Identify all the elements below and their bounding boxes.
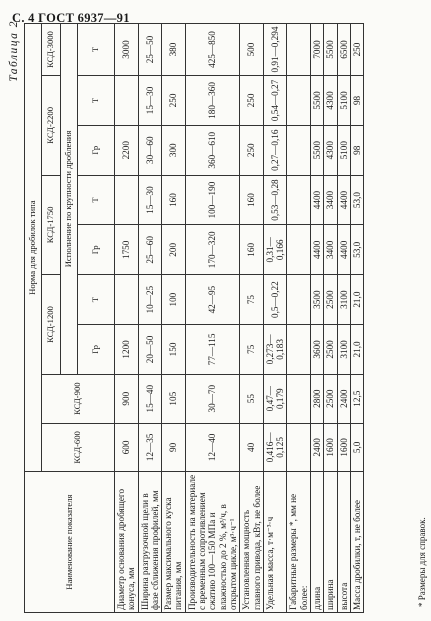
table-cell: 0,416—0,125	[263, 423, 287, 472]
row-name: длина	[311, 472, 324, 613]
table-cell	[287, 175, 311, 225]
table-row	[138, 24, 162, 613]
row-name: высота	[337, 472, 350, 613]
table-cell: 5500	[311, 125, 324, 175]
page-header: С. 4 ГОСТ 6937—91	[12, 11, 130, 25]
table-cell: 53,0	[350, 225, 363, 275]
table-cell: 160	[240, 225, 264, 275]
table-cell: 75	[240, 325, 264, 375]
table-cell: 90	[162, 423, 186, 472]
row-name: Удельная масса, т·м⁻³·ч	[263, 472, 287, 613]
table-cell: 0,273—0,183	[263, 325, 287, 375]
table-cell: 100—190	[185, 175, 239, 225]
model-header: КСД-900	[42, 374, 115, 423]
table-cell: 15—30	[138, 76, 162, 126]
row-name: Производительность на материале с временным сопротивлением сжатию 100—150 МПа и влажностью до 2 %, м³/ч, в открытом цикле, м³·ч⁻¹	[185, 472, 239, 613]
table-cell: 21,0	[350, 325, 363, 375]
table-cell: 3000	[115, 24, 139, 76]
table-cell: 0,54—0,27	[263, 76, 287, 126]
table-cell: 1750	[115, 225, 139, 275]
table-cell	[287, 24, 311, 76]
table-cell: 300	[162, 125, 186, 175]
table-cell: 2400	[311, 423, 324, 472]
table-row	[287, 24, 311, 613]
table-cell: 180—360	[185, 76, 239, 126]
group-header: Норма для дробилок типа	[25, 24, 42, 472]
table-cell: 500	[240, 24, 264, 76]
table-cell: 12—35	[138, 423, 162, 472]
table-cell	[287, 374, 311, 423]
table-cell: 5500	[311, 76, 324, 126]
table-cell: 250	[162, 76, 186, 126]
mode-label: Гр	[78, 125, 115, 175]
table-cell: 55	[240, 374, 264, 423]
table-cell: 900	[115, 374, 139, 423]
table-row	[162, 24, 186, 613]
mode-label: Гр	[78, 225, 115, 275]
row-name: Ширина разгрузочной щели в фазе сближения профилей, мм	[138, 472, 162, 613]
table-cell: 3100	[337, 325, 350, 375]
table-cell: 12—40	[185, 423, 239, 472]
table-row	[337, 24, 350, 613]
table-cell: 1600	[337, 423, 350, 472]
table-row	[324, 24, 337, 613]
table-caption: Таблица 2	[8, 20, 20, 82]
col-name-header: Наименование показателя	[25, 472, 115, 613]
table-cell: 5100	[337, 125, 350, 175]
table-cell: 4300	[324, 125, 337, 175]
table-cell: 3100	[337, 275, 350, 325]
table-cell: 4300	[324, 76, 337, 126]
table-cell: 1600	[324, 423, 337, 472]
table-cell: 42—95	[185, 275, 239, 325]
table-cell: 98	[350, 125, 363, 175]
mode-header: Исполнение по крупности дробления	[61, 24, 78, 375]
table-cell: 2500	[324, 275, 337, 325]
table-cell	[115, 175, 139, 225]
table-cell: 150	[162, 325, 186, 375]
mode-label: Т	[78, 76, 115, 126]
table-cell	[115, 76, 139, 126]
row-name: Установленная мощность главного привода, кВт, не более	[240, 472, 264, 613]
table-cell: 7000	[311, 24, 324, 76]
table-cell: 2500	[324, 325, 337, 375]
table-cell: 0,91—0,294	[263, 24, 287, 76]
specs-table	[24, 23, 364, 613]
model-header: КСД-3000	[42, 24, 61, 76]
model-header: КСД-2200	[42, 76, 61, 176]
table-cell	[287, 225, 311, 275]
table-cell	[287, 423, 311, 472]
model-header: КСД-1200	[42, 275, 61, 375]
table-row	[240, 24, 264, 613]
model-header: КСД-600	[42, 423, 115, 472]
table-cell: 600	[115, 423, 139, 472]
table-cell: 4400	[337, 225, 350, 275]
table-cell: 0,27—0,16	[263, 125, 287, 175]
table-cell: 3400	[324, 175, 337, 225]
table-cell: 3600	[311, 325, 324, 375]
table-cell: 3400	[324, 225, 337, 275]
table-cell: 360—610	[185, 125, 239, 175]
mode-label: Гр	[78, 325, 115, 375]
table-cell: 250	[240, 125, 264, 175]
table-row	[350, 24, 363, 613]
footnote: * Размеры для справок.	[417, 517, 427, 607]
table-cell: 40	[240, 423, 264, 472]
table-cell: 250	[240, 76, 264, 126]
table-row	[185, 24, 239, 613]
table-cell: 0,5—0,22	[263, 275, 287, 325]
table-cell: 77—115	[185, 325, 239, 375]
table-cell: 12,5	[350, 374, 363, 423]
table-cell: 5500	[324, 24, 337, 76]
table-cell: 3500	[311, 275, 324, 325]
table-cell: 75	[240, 275, 264, 325]
table-cell: 5,0	[350, 423, 363, 472]
table-cell	[287, 275, 311, 325]
table-cell: 25—60	[138, 225, 162, 275]
table-cell: 160	[162, 175, 186, 225]
mode-label: Т	[78, 275, 115, 325]
table-cell: 25—50	[138, 24, 162, 76]
table-row	[311, 24, 324, 613]
table-cell: 53,0	[350, 175, 363, 225]
table-cell: 170—320	[185, 225, 239, 275]
table-cell: 20—50	[138, 325, 162, 375]
table-cell: 200	[162, 225, 186, 275]
table-cell: 105	[162, 374, 186, 423]
table-cell: 2200	[115, 125, 139, 175]
table-cell: 1200	[115, 325, 139, 375]
table-cell: 100	[162, 275, 186, 325]
table-cell	[287, 125, 311, 175]
table-cell: 30—60	[138, 125, 162, 175]
table-row	[115, 24, 139, 613]
table-cell: 15—30	[138, 175, 162, 225]
model-header: КСД-1750	[42, 175, 61, 275]
table-cell: 250	[350, 24, 363, 76]
table-cell: 4400	[337, 175, 350, 225]
row-name: Диаметр основания дробящего конуса, мм	[115, 472, 139, 613]
table-cell: 15—40	[138, 374, 162, 423]
row-name: Масса дробилки, т, не более	[350, 472, 363, 613]
table-cell: 2400	[337, 374, 350, 423]
table-cell: 0,53—0,28	[263, 175, 287, 225]
table-row	[263, 24, 287, 613]
row-name: Габаритные размеры *, мм не более:	[287, 472, 311, 613]
table-cell: 6500	[337, 24, 350, 76]
row-name: Размер максимального куска питания, мм	[162, 472, 186, 613]
table-cell: 0,47—0,179	[263, 374, 287, 423]
table-cell: 0,31—0,166	[263, 225, 287, 275]
table-cell: 4400	[311, 225, 324, 275]
table-cell: 5100	[337, 76, 350, 126]
table-cell	[287, 325, 311, 375]
table-cell: 4400	[311, 175, 324, 225]
row-name: ширина	[324, 472, 337, 613]
table-cell: 21,0	[350, 275, 363, 325]
table-cell: 160	[240, 175, 264, 225]
mode-label: Т	[78, 175, 115, 225]
table-cell: 425—850	[185, 24, 239, 76]
table-cell	[287, 76, 311, 126]
table-cell: 30—70	[185, 374, 239, 423]
table-cell: 2800	[311, 374, 324, 423]
table-cell	[115, 275, 139, 325]
mode-label: Т	[78, 24, 115, 76]
table-cell: 98	[350, 76, 363, 126]
table-cell: 10—25	[138, 275, 162, 325]
table-cell: 380	[162, 24, 186, 76]
table-cell: 2500	[324, 374, 337, 423]
